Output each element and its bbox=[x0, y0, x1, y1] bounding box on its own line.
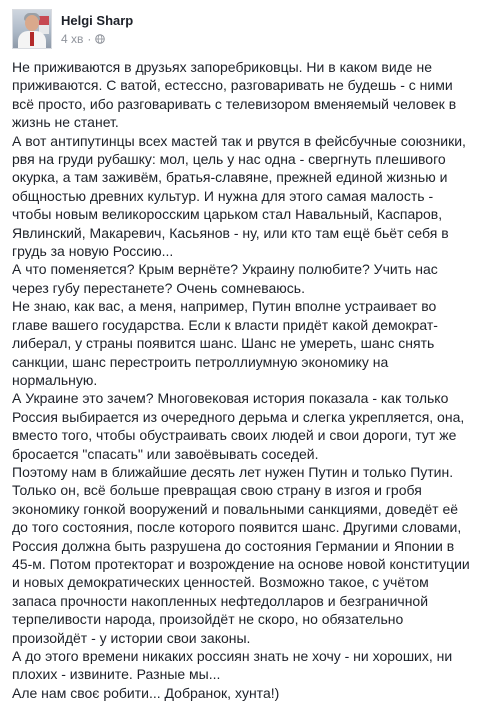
post-text bbox=[12, 58, 477, 702]
post-paragraph: Але нам своє робити... Добранок, хунта!) bbox=[12, 684, 280, 701]
globe-icon[interactable] bbox=[95, 34, 105, 44]
head-shape bbox=[25, 15, 39, 31]
avatar[interactable] bbox=[12, 9, 52, 49]
post-time[interactable]: 4 хв bbox=[61, 32, 84, 46]
separator-dot: · bbox=[87, 32, 92, 46]
post-paragraph: А до этого времени никаких россиян знать не хочу - ни хороших, ни плохих - извините. Разные мы... bbox=[12, 648, 453, 683]
post-paragraph: Не приживаются в друзьях запоребриковцы. Ни в каком виде не приживаются. С ватой, естессно, разговаривать не будешь - с ними всё просто, ибо разговаривать с телевизором вменяемый человек в жизнь не станет. bbox=[12, 59, 457, 131]
post-subline bbox=[61, 31, 133, 47]
post-paragraph: А Украине это зачем? Многовековая история показала - как только Россия выбирается из очередного дерьма и слегка укрепляется, она, вместо того, чтобы обустраивать своих людей и свои дороги, тут же бросается "спасать" или завоёвывать соседей. bbox=[12, 390, 465, 462]
post-paragraph: А вот антипутинцы всех мастей так и рвутся в фейсбучные союзники, рвя на груди рубашку: мол, цель у нас одна - свергнуть плешивого окурка, а там заживём, братья-славяне, прежней единой жизнью и общностью древних культур. И нужна для этого самая малость - чтобы новым великоросским царьком стал Навальный, Каспаров, Явлинский, Макаревич, Касьянов - ну, или кто там ещё бьёт себя в грудь за новую Россию... bbox=[12, 132, 466, 260]
post-paragraph: А что поменяется? Крым вернёте? Украину полюбите? Учить нас через губу перестанете? Очень сомневаюсь. bbox=[12, 261, 438, 296]
tie-shape bbox=[30, 32, 34, 46]
author-name[interactable]: Helgi Sharp bbox=[61, 13, 134, 28]
post-header bbox=[12, 8, 477, 58]
post-meta bbox=[61, 8, 133, 47]
post-paragraph: Поэтому нам в ближайшие десять лет нужен Путин и только Путин. Только он, всё больше превращая свою страну в изгоя и гробя экономику гонкой вооружений и повальными санкциями, доведёт её до того состояния, после которого появится шанс. Другими словами, Россия должна быть разрушена до состояния Германии и Японии в 45-м. Потом протекторат и возрождение на основе новой конституции и новых демократических ценностей. Возможно такое, с учётом запаса прочности накопленных нефтедолларов и безграничной терпеливости народа, произойдёт не скоро, но обязательно произойдёт - у истории свои законы. bbox=[12, 463, 470, 646]
post-paragraph: Не знаю, как вас, а меня, например, Путин вполне устраивает во главе вашего государства. Если к власти придёт какой демократ-либерал, у страны появится шанс. Шанс не умереть, шанс снять санкции, шанс перестроить петроллиумную экономику на нормальную. bbox=[12, 298, 438, 388]
